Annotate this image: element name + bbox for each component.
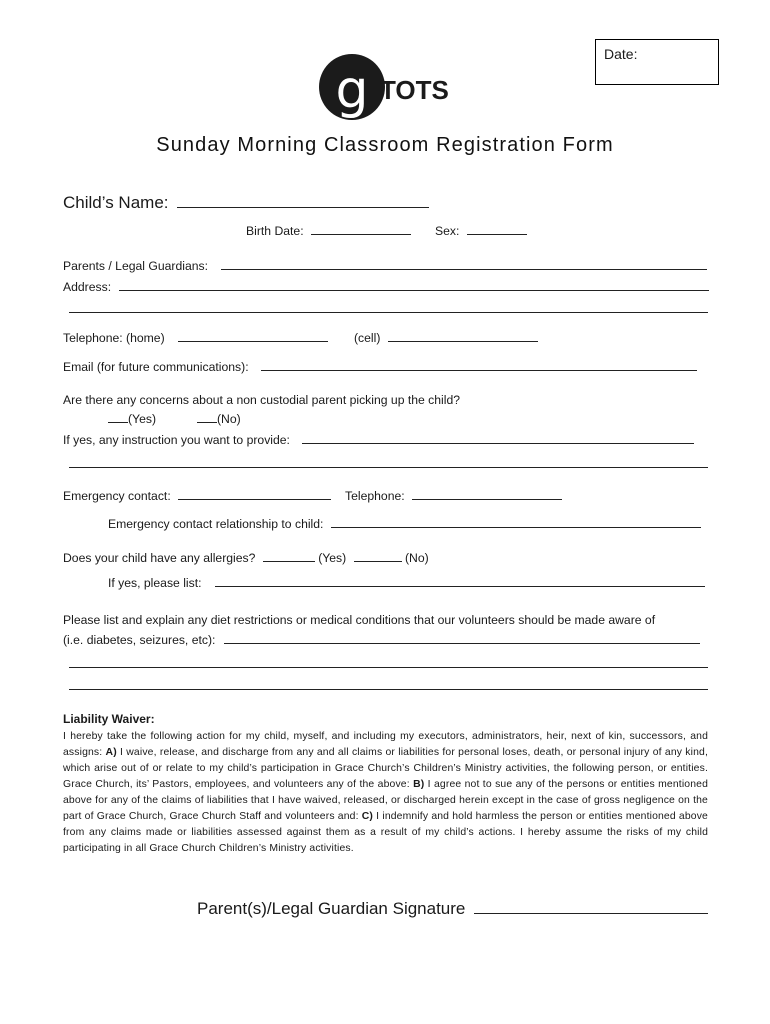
emergency-contact-field[interactable] (178, 487, 331, 500)
telephone-home-label: Telephone: (home) (63, 331, 165, 345)
custodial-question: Are there any concerns about a non custodial parent picking up the child? (63, 393, 461, 407)
birth-date-field[interactable] (311, 222, 411, 235)
birth-date-row (246, 222, 411, 238)
relationship-row (108, 515, 701, 531)
telephone-home-row (63, 329, 328, 345)
waiver-part3: I agree not to sue any of the persons or entities mentioned above for any of the claims of liabilities that I have waived, released, or discharged herein except in the case of gross negligence on the part of Grace Church, Grace Church Staff and volunteers and: (63, 779, 708, 822)
cell-field[interactable] (388, 329, 538, 342)
diet-field-2[interactable] (69, 655, 708, 668)
instruction-line-2 (69, 455, 708, 471)
instruction-row (63, 431, 694, 447)
emergency-telephone-label: Telephone: (345, 489, 405, 503)
child-name-label: Child’s Name: (63, 193, 169, 212)
signature-label: Parent(s)/Legal Guardian Signature (197, 899, 466, 918)
relationship-label: Emergency contact relationship to child: (108, 517, 324, 531)
custodial-yes-label: (Yes) (128, 412, 156, 426)
allergy-list-row (108, 574, 705, 590)
parents-label: Parents / Legal Guardians: (63, 259, 208, 273)
sex-row (435, 222, 527, 238)
signature-field[interactable] (474, 898, 708, 914)
address-line-2 (69, 300, 708, 316)
emergency-telephone-row (345, 487, 562, 503)
child-name-row (63, 192, 429, 213)
birth-date-label: Birth Date: (246, 224, 304, 238)
diet-row (63, 631, 700, 647)
allergy-list-field[interactable] (215, 574, 705, 587)
custodial-yes-row (108, 410, 156, 426)
custodial-no-label: (No) (217, 412, 241, 426)
diet-field[interactable] (224, 631, 700, 644)
address-label: Address: (63, 280, 112, 294)
instruction-label: If yes, any instruction you want to provide: (63, 433, 290, 447)
gtots-logo (318, 53, 468, 123)
waiver-label-b: B) (413, 779, 425, 790)
email-row (63, 358, 697, 374)
cell-row (354, 329, 538, 345)
relationship-field[interactable] (331, 515, 701, 528)
logo-letter: g (335, 60, 369, 120)
cell-label: (cell) (354, 331, 381, 345)
instruction-field[interactable] (302, 431, 694, 444)
diet-line-2 (69, 655, 708, 671)
telephone-home-field[interactable] (178, 329, 328, 342)
child-name-field[interactable] (177, 192, 429, 208)
waiver-text (63, 729, 708, 857)
sex-field[interactable] (467, 222, 527, 235)
sex-label: Sex: (435, 224, 460, 238)
custodial-yes-field[interactable] (108, 410, 128, 423)
allergies-yes-field[interactable] (263, 549, 315, 562)
emergency-telephone-field[interactable] (412, 487, 562, 500)
address-row (63, 278, 709, 294)
waiver-part2: I waive, release, and discharge from any and all claims or liabilities for personal loses, death, or personal injury of any kind, which arise out of or relate to my child’s participation in Grace Church’s Children’s Ministry activities, the following person, or entities. Grace Church, its’ Pastors, employees, and volunteers any of the above: (63, 747, 709, 790)
emergency-contact-label: Emergency contact: (63, 489, 171, 503)
waiver-part4: I indemnify and hold harmless the person or entities mentioned above from any claims made or liabilities assessed against them as a result of my child’s actions. I hereby assume the risks of my child participating in all Grace Church Children’s Ministry activities. (63, 811, 708, 854)
emergency-contact-row (63, 487, 331, 503)
waiver-label-a: A) (105, 747, 117, 758)
address-field[interactable] (119, 278, 709, 291)
form-title: Sunday Morning Classroom Registration Form (156, 134, 614, 156)
allergies-yes-label: (Yes) (318, 551, 347, 565)
parents-row (63, 257, 707, 273)
logo-text: TOTS (380, 75, 449, 105)
date-box[interactable] (595, 39, 719, 85)
allergies-no-field[interactable] (354, 549, 402, 562)
custodial-no-field[interactable] (197, 410, 217, 423)
waiver-label-c: C) (361, 811, 374, 822)
allergies-row (63, 549, 429, 565)
address-field-2[interactable] (69, 300, 708, 313)
allergy-list-label: If yes, please list: (108, 576, 202, 590)
signature-row (197, 898, 708, 919)
email-field[interactable] (261, 358, 697, 371)
custodial-no-row (197, 410, 241, 426)
allergies-question: Does your child have any allergies? (63, 551, 256, 565)
parents-field[interactable] (221, 257, 707, 270)
date-label: Date: (604, 46, 638, 62)
instruction-field-2[interactable] (69, 455, 708, 468)
email-label: Email (for future communications): (63, 360, 249, 374)
allergies-no-label: (No) (404, 551, 429, 565)
diet-field-3[interactable] (69, 677, 708, 690)
waiver-part1: I hereby take the following action for my child, myself, and including my executors, administrators, heir, next of kin, successors, and assigns: (63, 731, 708, 758)
diet-question-line1: Please list and explain any diet restrictions or medical conditions that our volunteers should be made aware of (63, 613, 656, 627)
diet-question-line2: (i.e. diabetes, seizures, etc): (63, 633, 216, 647)
diet-line-3 (69, 677, 708, 693)
waiver-heading: Liability Waiver: (63, 712, 155, 726)
